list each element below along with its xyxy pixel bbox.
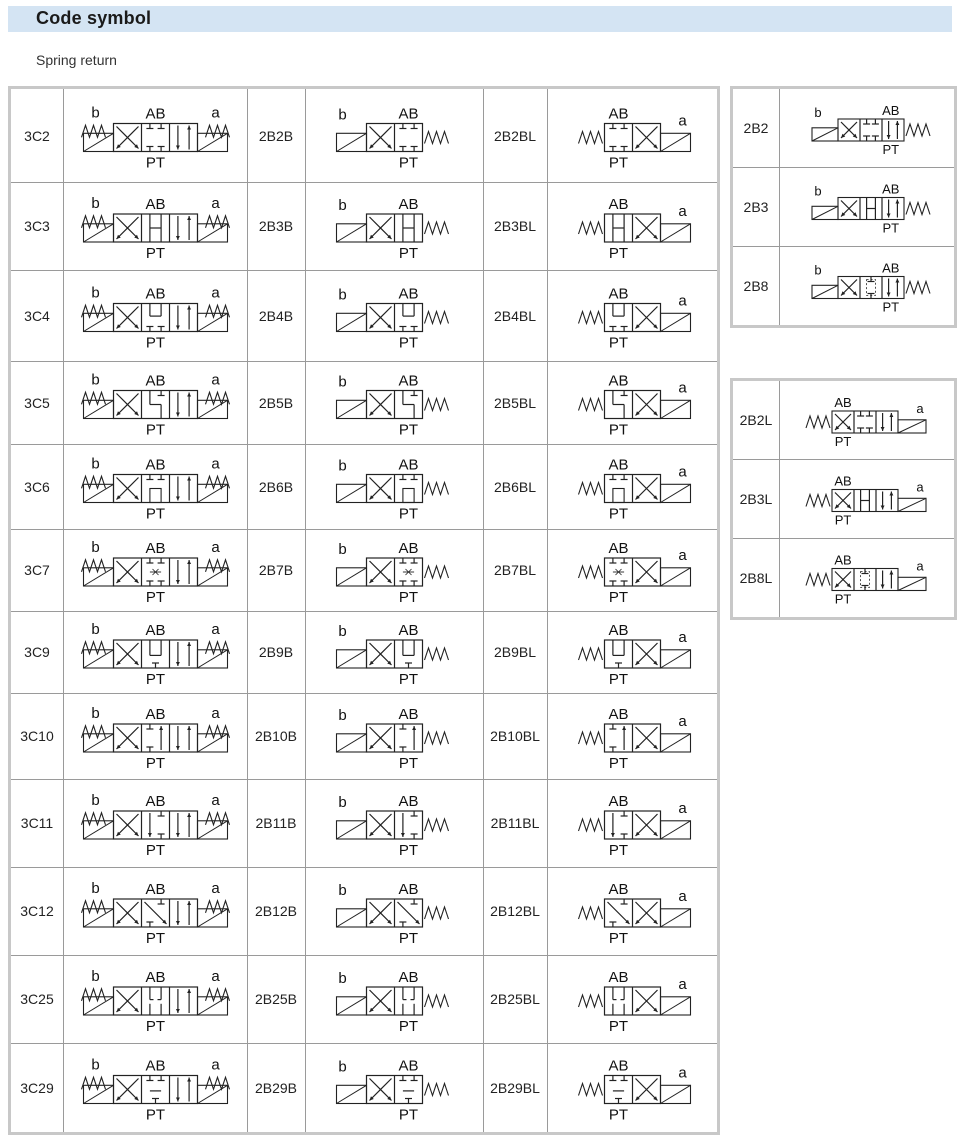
port-pt-label: PT bbox=[145, 334, 166, 352]
port-pt-label: PT bbox=[608, 421, 629, 439]
port-pt-label: PT bbox=[145, 930, 166, 947]
symbol-2bl bbox=[548, 611, 717, 693]
port-ab-label: AB bbox=[145, 372, 166, 390]
code-2b: 2B4B bbox=[258, 307, 294, 324]
port-ab-label: AB bbox=[608, 969, 629, 986]
code-side: 2B8 bbox=[743, 277, 769, 294]
port-ab-label: AB bbox=[608, 105, 629, 123]
code-2bl: 2B7BL bbox=[493, 562, 537, 578]
code-2b: 2B7B bbox=[258, 562, 294, 578]
port-b-label: b bbox=[91, 1056, 100, 1074]
port-a-label: a bbox=[211, 371, 220, 389]
port-ab-label: AB bbox=[882, 181, 900, 197]
port-pt-label: PT bbox=[608, 154, 629, 172]
code-2bl: 2B5BL bbox=[493, 394, 537, 411]
code-side: 2B8L bbox=[739, 569, 773, 586]
port-ab-label: AB bbox=[398, 969, 419, 986]
symbol-2bl bbox=[548, 182, 717, 270]
port-b-label: b bbox=[338, 1058, 347, 1076]
symbol-3c bbox=[64, 693, 247, 779]
port-pt-label: PT bbox=[145, 755, 166, 772]
port-ab-label: AB bbox=[145, 881, 166, 898]
code-2b: 2B12B bbox=[254, 903, 298, 919]
port-a-label: a bbox=[678, 629, 687, 646]
port-b-label: b bbox=[338, 970, 347, 987]
port-ab-label: AB bbox=[398, 793, 419, 810]
code-2bl: 2B2BL bbox=[493, 127, 537, 144]
port-ab-label: AB bbox=[398, 881, 419, 898]
code-3c: 3C7 bbox=[24, 562, 50, 578]
symbol-2b bbox=[306, 529, 483, 611]
port-a-label: a bbox=[678, 1064, 687, 1082]
code-3c: 3C25 bbox=[20, 991, 54, 1007]
port-pt-label: PT bbox=[398, 930, 419, 947]
port-b-label: b bbox=[338, 373, 347, 391]
port-ab-label: AB bbox=[398, 706, 419, 723]
port-ab-label: AB bbox=[398, 540, 419, 557]
code-symbol-table bbox=[8, 86, 720, 1135]
code-2bl: 2B25BL bbox=[490, 991, 540, 1007]
port-ab-label: AB bbox=[145, 706, 166, 723]
code-2bl: 2B29BL bbox=[490, 1079, 540, 1096]
port-b-label: b bbox=[91, 621, 100, 638]
port-pt-label: PT bbox=[398, 154, 419, 172]
port-pt-label: PT bbox=[145, 842, 166, 859]
port-b-label: b bbox=[338, 882, 347, 899]
page-subtitle: Spring return bbox=[36, 52, 117, 68]
symbol-2bl bbox=[548, 1043, 717, 1132]
port-ab-label: AB bbox=[834, 395, 852, 410]
port-ab-label: AB bbox=[398, 622, 419, 639]
code-2bl: 2B12BL bbox=[490, 903, 540, 919]
port-pt-label: PT bbox=[608, 334, 629, 352]
symbol-side bbox=[780, 89, 954, 167]
symbol-3c bbox=[64, 611, 247, 693]
code-2b: 2B6B bbox=[258, 478, 294, 495]
port-a-label: a bbox=[211, 968, 220, 985]
port-b-label: b bbox=[91, 371, 100, 389]
port-pt-label: PT bbox=[608, 1018, 629, 1035]
port-b-label: b bbox=[91, 195, 100, 212]
port-ab-label: AB bbox=[608, 881, 629, 898]
port-ab-label: AB bbox=[608, 196, 629, 213]
port-pt-label: PT bbox=[608, 245, 629, 262]
code-2b: 2B3B bbox=[258, 218, 294, 234]
symbol-2b bbox=[306, 779, 483, 867]
code-side: 2B3L bbox=[739, 490, 773, 507]
port-b-label: b bbox=[338, 623, 347, 640]
port-a-label: a bbox=[678, 713, 687, 730]
port-pt-label: PT bbox=[398, 671, 419, 688]
port-ab-label: AB bbox=[145, 105, 166, 123]
code-2b: 2B11B bbox=[255, 815, 297, 831]
port-pt-label: PT bbox=[145, 1018, 166, 1035]
port-b-label: b bbox=[91, 968, 100, 985]
symbol-2bl bbox=[548, 444, 717, 529]
port-a-label: a bbox=[916, 401, 924, 416]
symbol-2b bbox=[306, 1043, 483, 1132]
port-ab-label: AB bbox=[145, 196, 166, 213]
port-ab-label: AB bbox=[608, 1057, 629, 1075]
symbol-2b bbox=[306, 693, 483, 779]
port-pt-label: PT bbox=[608, 671, 629, 688]
code-3c: 3C9 bbox=[24, 644, 50, 660]
port-ab-label: AB bbox=[145, 969, 166, 986]
port-a-label: a bbox=[211, 195, 220, 212]
port-ab-label: AB bbox=[608, 285, 629, 303]
port-a-label: a bbox=[678, 976, 687, 993]
symbol-side bbox=[780, 246, 954, 325]
port-ab-label: AB bbox=[882, 260, 900, 276]
port-a-label: a bbox=[916, 479, 924, 495]
port-a-label: a bbox=[678, 203, 687, 220]
port-b-label: b bbox=[338, 286, 347, 304]
symbol-side bbox=[780, 381, 954, 459]
port-ab-label: AB bbox=[608, 706, 629, 723]
code-2b: 2B29B bbox=[254, 1079, 298, 1096]
symbol-3c bbox=[64, 89, 247, 182]
port-a-label: a bbox=[211, 880, 220, 897]
port-ab-label: AB bbox=[398, 372, 419, 390]
port-pt-label: PT bbox=[145, 245, 166, 262]
port-b-label: b bbox=[91, 792, 100, 809]
symbol-2b bbox=[306, 955, 483, 1043]
port-ab-label: AB bbox=[608, 372, 629, 390]
port-a-label: a bbox=[211, 455, 220, 473]
code-3c: 3C2 bbox=[24, 127, 50, 144]
port-pt-label: PT bbox=[834, 434, 852, 449]
port-ab-label: AB bbox=[398, 285, 419, 303]
port-b-label: b bbox=[91, 284, 100, 302]
port-pt-label: PT bbox=[608, 505, 629, 523]
code-2b: 2B9B bbox=[258, 644, 294, 660]
code-3c: 3C12 bbox=[20, 903, 54, 919]
code-2b: 2B5B bbox=[258, 394, 294, 411]
port-b-label: b bbox=[91, 880, 100, 897]
port-pt-label: PT bbox=[398, 505, 419, 523]
port-a-label: a bbox=[678, 292, 687, 310]
code-3c: 3C29 bbox=[20, 1079, 54, 1096]
symbol-3c bbox=[64, 270, 247, 361]
code-3c: 3C4 bbox=[24, 307, 50, 324]
port-a-label: a bbox=[211, 705, 220, 722]
symbol-2bl bbox=[548, 89, 717, 182]
symbol-2b bbox=[306, 867, 483, 955]
port-pt-label: PT bbox=[398, 245, 419, 262]
symbol-3c bbox=[64, 444, 247, 529]
code-side: 2B3 bbox=[743, 198, 769, 215]
port-pt-label: PT bbox=[608, 755, 629, 772]
symbol-3c bbox=[64, 779, 247, 867]
port-pt-label: PT bbox=[145, 589, 166, 606]
port-pt-label: PT bbox=[145, 421, 166, 439]
code-2b: 2B10B bbox=[254, 728, 298, 744]
port-b-label: b bbox=[814, 105, 822, 120]
port-pt-label: PT bbox=[398, 755, 419, 772]
port-pt-label: PT bbox=[834, 512, 852, 528]
code-2b: 2B25B bbox=[254, 991, 298, 1007]
symbol-3c bbox=[64, 955, 247, 1043]
symbol-2b bbox=[306, 444, 483, 529]
port-ab-label: AB bbox=[145, 622, 166, 639]
port-b-label: b bbox=[338, 197, 347, 214]
symbol-3c bbox=[64, 1043, 247, 1132]
port-pt-label: PT bbox=[398, 842, 419, 859]
port-pt-label: PT bbox=[398, 589, 419, 606]
port-b-label: b bbox=[814, 262, 822, 278]
port-pt-label: PT bbox=[398, 421, 419, 439]
symbol-2bl bbox=[548, 693, 717, 779]
port-b-label: b bbox=[91, 705, 100, 722]
port-pt-label: PT bbox=[608, 842, 629, 859]
port-pt-label: PT bbox=[398, 1018, 419, 1035]
port-b-label: b bbox=[338, 541, 347, 558]
port-a-label: a bbox=[678, 463, 687, 481]
symbol-2bl bbox=[548, 867, 717, 955]
port-a-label: a bbox=[678, 379, 687, 397]
code-3c: 3C10 bbox=[20, 728, 54, 744]
port-ab-label: AB bbox=[398, 1057, 419, 1075]
port-ab-label: AB bbox=[145, 540, 166, 557]
port-pt-label: PT bbox=[882, 220, 900, 236]
code-2bl: 2B6BL bbox=[493, 478, 537, 495]
code-3c: 3C5 bbox=[24, 394, 50, 411]
port-a-label: a bbox=[678, 547, 687, 564]
port-a-label: a bbox=[211, 539, 220, 556]
port-a-label: a bbox=[211, 1056, 220, 1074]
port-b-label: b bbox=[91, 539, 100, 556]
port-ab-label: AB bbox=[145, 285, 166, 303]
port-pt-label: PT bbox=[608, 1106, 629, 1124]
symbol-side bbox=[780, 459, 954, 538]
code-2b: 2B2B bbox=[258, 127, 294, 144]
port-a-label: a bbox=[211, 284, 220, 302]
symbol-2b bbox=[306, 182, 483, 270]
symbol-2b bbox=[306, 361, 483, 444]
port-b-label: b bbox=[338, 794, 347, 811]
port-ab-label: AB bbox=[608, 622, 629, 639]
port-a-label: a bbox=[211, 621, 220, 638]
symbol-2bl bbox=[548, 529, 717, 611]
port-pt-label: PT bbox=[398, 1106, 419, 1124]
port-pt-label: PT bbox=[145, 671, 166, 688]
symbol-3c bbox=[64, 867, 247, 955]
side-table-bottom bbox=[730, 378, 957, 620]
port-a-label: a bbox=[211, 792, 220, 809]
symbol-3c bbox=[64, 529, 247, 611]
symbol-2b bbox=[306, 89, 483, 182]
port-a-label: a bbox=[916, 558, 924, 574]
port-ab-label: AB bbox=[145, 793, 166, 810]
port-b-label: b bbox=[91, 104, 100, 122]
port-pt-label: PT bbox=[608, 589, 629, 606]
port-pt-label: PT bbox=[882, 299, 900, 315]
port-pt-label: PT bbox=[882, 142, 900, 157]
port-pt-label: PT bbox=[608, 930, 629, 947]
port-pt-label: PT bbox=[145, 505, 166, 523]
port-pt-label: PT bbox=[834, 591, 852, 607]
port-ab-label: AB bbox=[145, 456, 166, 474]
symbol-2b bbox=[306, 611, 483, 693]
port-b-label: b bbox=[91, 455, 100, 473]
port-a-label: a bbox=[678, 800, 687, 817]
symbol-3c bbox=[64, 361, 247, 444]
symbol-2b bbox=[306, 270, 483, 361]
port-a-label: a bbox=[678, 888, 687, 905]
port-ab-label: AB bbox=[834, 552, 852, 568]
symbol-3c bbox=[64, 182, 247, 270]
symbol-2bl bbox=[548, 779, 717, 867]
port-ab-label: AB bbox=[882, 103, 900, 118]
port-ab-label: AB bbox=[608, 456, 629, 474]
port-ab-label: AB bbox=[398, 105, 419, 123]
port-pt-label: PT bbox=[398, 334, 419, 352]
port-b-label: b bbox=[338, 457, 347, 475]
port-a-label: a bbox=[678, 112, 687, 130]
port-ab-label: AB bbox=[834, 473, 852, 489]
port-pt-label: PT bbox=[145, 1106, 166, 1124]
port-ab-label: AB bbox=[145, 1057, 166, 1075]
port-ab-label: AB bbox=[398, 196, 419, 213]
code-side: 2B2L bbox=[739, 412, 773, 428]
port-ab-label: AB bbox=[608, 540, 629, 557]
code-2bl: 2B4BL bbox=[493, 307, 537, 324]
code-2bl: 2B11BL bbox=[490, 815, 540, 831]
symbol-2bl bbox=[548, 270, 717, 361]
port-pt-label: PT bbox=[145, 154, 166, 172]
symbol-2bl bbox=[548, 361, 717, 444]
code-2bl: 2B3BL bbox=[493, 218, 537, 234]
port-b-label: b bbox=[338, 106, 347, 124]
port-a-label: a bbox=[211, 104, 220, 122]
code-3c: 3C6 bbox=[24, 478, 50, 495]
port-b-label: b bbox=[814, 183, 822, 199]
code-3c: 3C3 bbox=[24, 218, 50, 234]
code-side: 2B2 bbox=[743, 120, 769, 136]
port-ab-label: AB bbox=[608, 793, 629, 810]
symbol-side bbox=[780, 538, 954, 617]
symbol-2bl bbox=[548, 955, 717, 1043]
code-3c: 3C11 bbox=[20, 815, 54, 831]
code-2bl: 2B10BL bbox=[490, 728, 540, 744]
code-2bl: 2B9BL bbox=[493, 644, 537, 660]
port-b-label: b bbox=[338, 707, 347, 724]
port-ab-label: AB bbox=[398, 456, 419, 474]
side-table-top bbox=[730, 86, 957, 328]
symbol-side bbox=[780, 167, 954, 246]
page-title: Code symbol bbox=[36, 8, 152, 28]
